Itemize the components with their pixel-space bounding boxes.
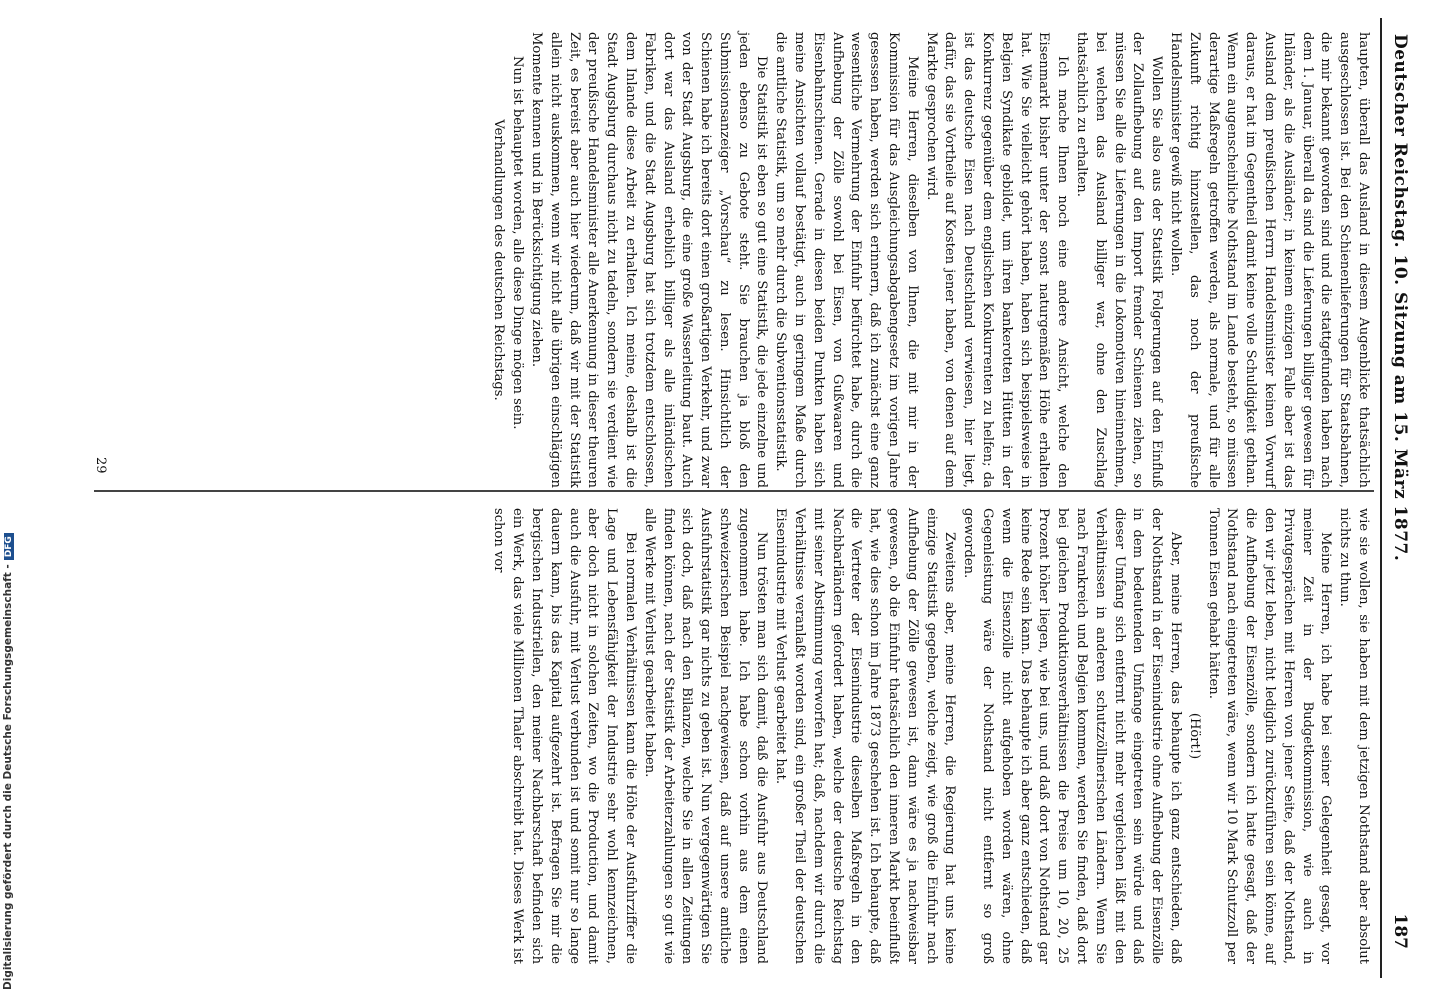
- left-column: [489, 32, 1372, 488]
- paragraph: Meine Herren, ich habe bei seiner Gelegenheit gesagt, vor meiner Zeit in der Budgetkommission, wie auch in Privatgesprächen mit Herren von jener Seite, daß der Nothstand, den wir jetzt leben, nicht lediglich zurückzuführen sein könne, auf die Aufhebung der Eisenzölle, sondern ich hatte gesagt, daß der Nothstand nach eingetreten wäre, wenn wir 10 Mark Schutzzoll per Tonnen Eisen gehabt hätten.: [1205, 508, 1334, 964]
- right-column: [489, 508, 1372, 964]
- credit-text: Digitalisierung gefördert durch die Deutsche Forschungsgemeinschaft -: [2, 564, 14, 990]
- paragraph: Ich mache Ihnen noch eine andere Ansicht, welche den Eisenmarkt bisher unter der sonst naturgemäßen Höhe erhalten hat. Wie Sie vielleicht gehört haben, haben sich beispielsweise in Belgien Syndikate gebildet, um ihren bankerotten Hütten in der Konkurrenz gegenüber dem englischen Konkurrenten zu helfen; da ist das deutsche Eisen nach Deutschland verwiesen, hier liegt, dafür, das sie Vortheile auf Kosten jener haben, von denen auf dem Markte gesprochen wird.: [923, 32, 1071, 488]
- sheet-signature-number: 29: [93, 457, 108, 474]
- paragraph: Wollen Sie also aus der Statistik Folgerungen auf den Einfluß der Zollaufhebung auf den Import fremder Schienen ziehen, so müssen Sie alle die Lieferungen in die Lokomotiven hineinnehmen, bei welchen das Ausland billiger war, ohne den Zuschlag thatsächlich zu erhalten.: [1074, 32, 1165, 488]
- publication-signature: Verhandlungen des deutschen Reichstags.: [491, 119, 507, 401]
- page-header: [1386, 12, 1410, 987]
- paragraph: Bei normalen Verhältnissen kann die Höhe der Ausfuhrziffer die Lage und Lebensfähigkeit der Industrie sehr wohl kennzeichnen, aber doch nicht in solchen Zeiten, wo die Production, und damit auch die Ausfuhr, mit Verlust verbunden ist und somit nur so lange dauern kann, bis das Kapital aufgezehrt ist. Befragen Sie mir die bergischen Industriellen, den meiner Nachbarschaft befinden sich ein Werk, das viele Millionen Thaler abschreibt hat. Dieses Werk ist schon vor: [491, 508, 638, 964]
- paragraph: Nun trösten man sich damit, daß die Ausfuhr aus Deutschland zugenommen habe. Ich habe schon vorhin aus dem einen schweizerischen Beispiel nachgewiesen, daß auf unsere amtliche Ausfuhrstatistik gar nichts zu geben ist. Nun vergegenwärtigen Sie sich doch, daß nach den Bilanzen, welche Sie in allen Zeitungen finden können, nach der Statistik der Arbeiterzahlungen so gut wie alle Werke mit Verlust gearbeitet haben.: [641, 508, 770, 964]
- paragraph: Meine Herren, dieselben von Ihnen, die mit mir in der Kommission für das Ausgleichungsabgabengesetz im vorigen Jahre gesessen haben, werden sich erinnern, daß ich zunächst eine ganz wesentliche Vermehrung der Einfuhr befürchtet habe, durch die Aufhebung der Zölle sowohl bei Eisen, von Gußwaaren und Eisenbahnschienen. Gerade in diesen beiden Punkten haben sich meine Ansichten vollauf bestätigt, auch in geringem Maße durch die amtliche Statistik, um so mehr durch die Subventionsstatistik.: [773, 32, 920, 488]
- digitization-credit: [2, 10, 18, 990]
- header-rule: [1380, 18, 1382, 978]
- paragraph: Nun ist behauptet worden, alle diese Dinge mögen sein.: [510, 56, 526, 430]
- page-number: 187: [1390, 913, 1410, 949]
- interjection: (Hört!): [1186, 712, 1202, 760]
- column-divider: [94, 490, 1374, 492]
- page-title: Deutscher Reichstag. 10. Sitzung am 15. März 1877.: [1390, 34, 1410, 562]
- rotated-document-page: [80, 12, 1410, 987]
- dfg-logo: DFG: [4, 533, 14, 560]
- paragraph: haupten, überall das Ausland in diesem Augenblicke thatsächlich ausgeschlossen ist. Bei den Schienenlieferungen für Staatsbahnen, die mir bekannt geworden sind und die stattgefunden haben nach dem 1. Januar, überall da sind die Lieferungen billiger gewesen für Inländer, als die Ausländer; in keinem einzigen Falle aber ist das Ausland dem preußischen Herrn Handelsminister keinen Vorwurf daraus, er hat im Gegentheil damit keine volle Schuldigkeit gethan. Wenn ein augenscheinliche Nothstand im Lande besteht, so müssen derartige Maßregeln getroffen werden, als normale, und für alle Zukunft richtig hinzustellen, das noch der preußische Handelsminister gewiß nicht wollen.: [1168, 32, 1371, 488]
- footer-strip: [0, 0, 24, 1000]
- paragraph: Aber, meine Herren, das behaupte ich ganz entschieden, daß der Nothstand in der Eisenindustrie ohne Aufhebung der Eisenzölle in dem bedeutenden Umfange eingetreten sein würde und daß dieser Umfang sich entfernt nicht mehr vergleichen läßt mit den Verhältnissen in anderen schutzzöllnerischen Ländern. Wenn Sie nach Frankreich und Belgien kommen, werden Sie finden, daß dort bei gleichen Produktionsverhältnissen die Preise um 10, 20, 25 Prozent höher liegen, wie bei uns, und daß dort von Nothstand gar keine Rede sein kann. Das behaupte ich aber ganz entschieden, daß wenn die Eisenzölle nicht aufgehoben worden wären, ohne Gegenleistung wäre der Nothstand nicht entfernt so groß geworden.: [961, 508, 1184, 964]
- paragraph: Die Statistik ist eben so gut eine Statistik, die jede einzelne und jeden ebenso zu Gebote steht. Sie brauchen ja bloß den Submissionsanzeiger „Vorschau“ zu lesen. Hinsichtlich der Schienen habe ich bereits dort einen großartigen Verkehr, und zwar von der Stadt Augsburg, die eine große Wasserleitung baut. Auch dort war das Ausland erheblich billiger als alle inländischen Fabriken, und die Stadt Augsburg hat sich trotzdem entschlossen, dem Inlande diese Arbeit zu erhalten. Ich meine, deshalb ist die Stadt Augsburg durchaus nicht zu tadeln, sondern sie verdient wie der preußische Handelsminister alle Anerkennung in dieser theuren Zeit, es bereist aber auch hier wiederum, daß wir mit der Statistik allein nicht auskommen, wenn wir nicht alle übrigen einschlägigen Momente kennen und in Berücksichtigung ziehen.: [528, 32, 770, 488]
- paragraph: wie sie wollen, sie haben mit dem jetzigen Nothstand aber absolut nichts zu thun.: [1337, 508, 1371, 964]
- paragraph: Zweitens aber, meine Herren, die Regierung hat uns keine einzige Statistik gegeben, welche zeigt, wie groß die Einfuhr nach Aufhebung der Zölle gewesen ist, dann wäre es ja nachweisbar gewesen, ob die Einfuhr thatsächlich den inneren Markt beeinflußt hat, wie dies schon im Jahre 1873 geschehen ist. Ich behaupte, daß die Vertreter der Eisenindustrie dieselben Maßregeln in den Nachbarländern gefordert haben, welche der deutsche Reichstag mit seiner Abstimmung verworfen hat; daß, nachdem wir durch die Verhältnisse veranlaßt worden sind, ein großer Theil der deutschen Eisenindustrie mit Verlust gearbeitet hat.: [773, 508, 958, 964]
